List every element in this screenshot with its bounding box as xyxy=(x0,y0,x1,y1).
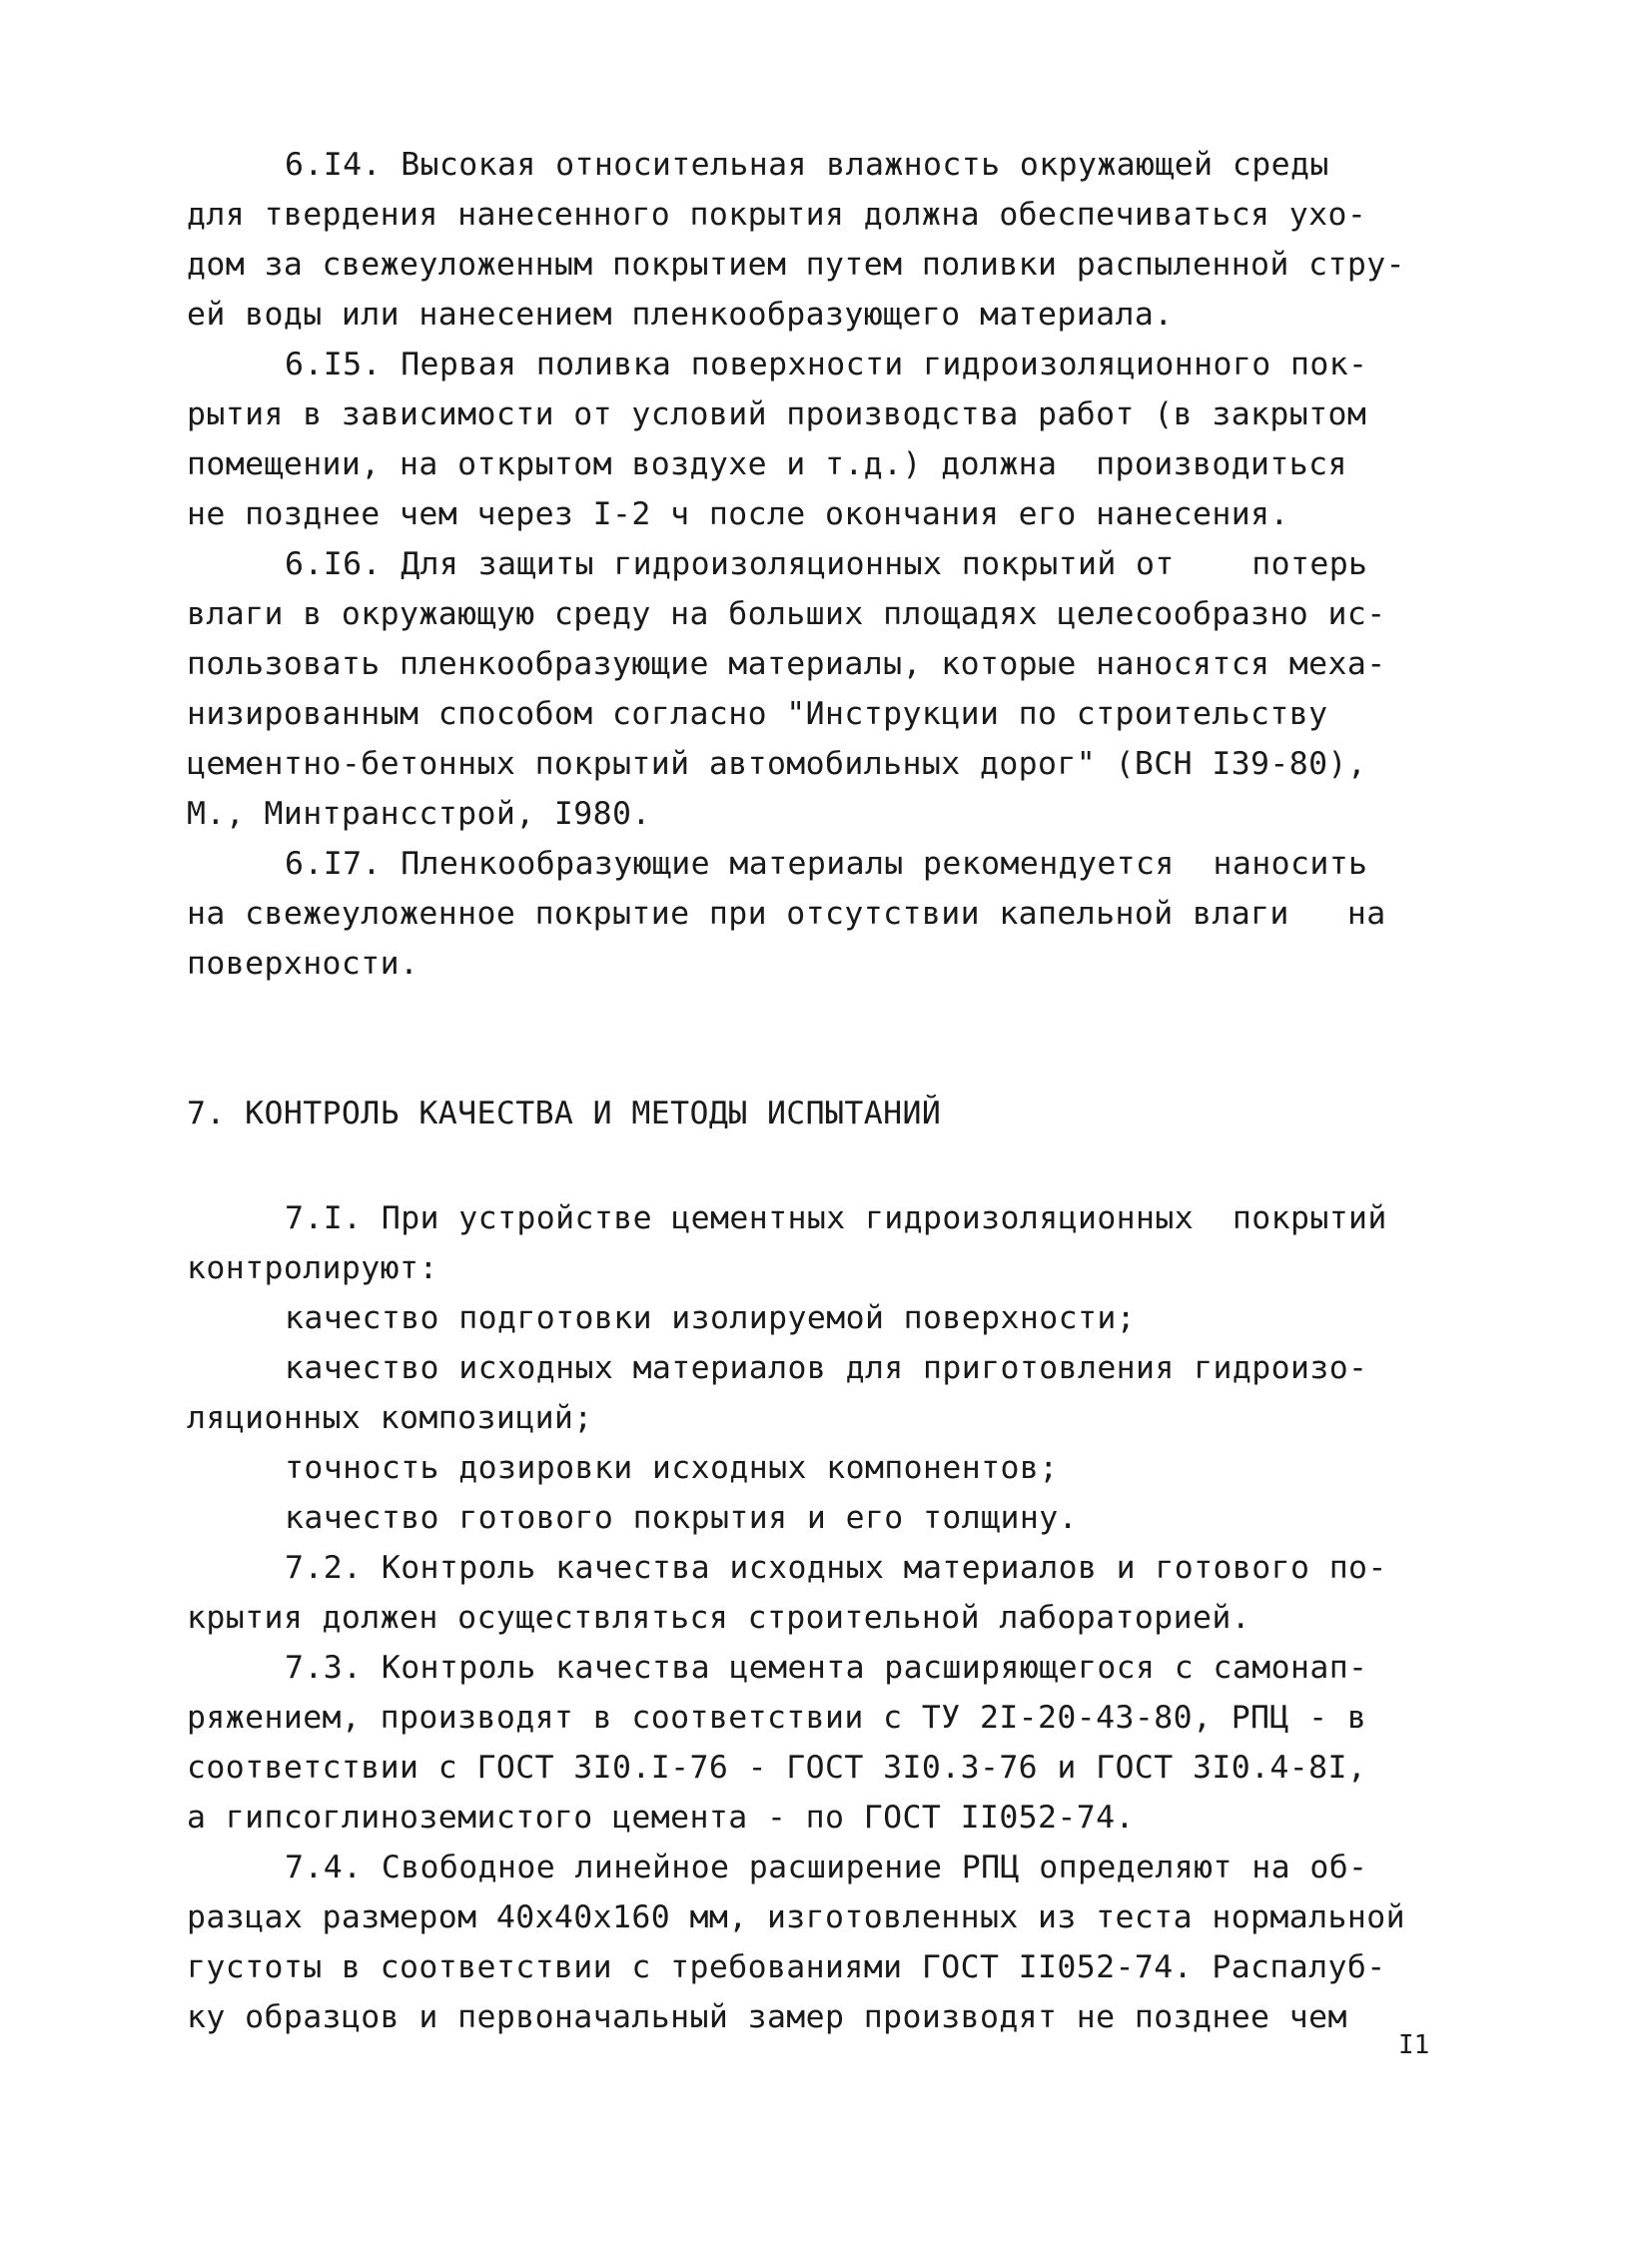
p7-4-line-4: ку образцов и первоначальный замер производят не позднее чем xyxy=(187,1999,1347,2035)
p7-4-line-1: 7.4. Свободное линейное расширение РПЦ определяют на об- xyxy=(285,1850,1368,1885)
p6-17-line-2: на свежеуложенное покрытие при отсутствии капельной влаги на xyxy=(187,896,1386,932)
p7-1-item-4: качество готового покрытия и его толщину. xyxy=(285,1500,1078,1536)
p6-16-line-3: пользовать пленкообразующие материалы, которые наносятся меха- xyxy=(187,646,1386,682)
p6-17-line-1: 6.I7. Пленкообразующие материалы рекомендуется наносить xyxy=(285,846,1368,882)
p7-1-item-1: качество подготовки изолируемой поверхности; xyxy=(285,1300,1137,1336)
section-7-heading: 7. КОНТРОЛЬ КАЧЕСТВА И МЕТОДЫ ИСПЫТАНИЙ xyxy=(187,1096,942,1131)
p7-4-line-2: разцах размером 40х40х160 мм, изготовленных из теста нормальной xyxy=(187,1899,1405,1935)
p7-3-line-2: ряжением, производят в соответствии с ТУ 2I-20-43-80, РПЦ - в xyxy=(187,1700,1367,1736)
p6-16-line-6: М., Минтрансстрой, I980. xyxy=(187,796,651,832)
p6-14-line-3: дом за свежеуложенным покрытием путем поливки распыленной стру- xyxy=(187,247,1405,283)
p6-16-line-5: цементно-бетонных покрытий автомобильных дорог" (ВСН I39-80), xyxy=(187,746,1367,782)
p6-16-line-2: влаги в окружающую среду на больших площадях целесообразно ис- xyxy=(187,596,1386,632)
p7-1-line-1: 7.I. При устройстве цементных гидроизоляционных покрытий xyxy=(285,1200,1387,1236)
p7-2-line-1: 7.2. Контроль качества исходных материалов и готового по- xyxy=(285,1550,1387,1586)
p6-16-line-1: 6.I6. Для защиты гидроизоляционных покрытий от потерь xyxy=(285,546,1368,582)
p6-15-line-2: рытия в зависимости от условий производства работ (в закрытом xyxy=(187,396,1367,432)
p6-14-line-1: 6.I4. Высокая относительная влажность окружающей среды xyxy=(285,147,1329,183)
p6-15-line-4: не позднее чем через I-2 ч после окончания его нанесения. xyxy=(187,496,1289,532)
p7-3-line-3: соответствии с ГОСТ 3I0.I-76 - ГОСТ 3I0.3-76 и ГОСТ 3I0.4-8I, xyxy=(187,1750,1367,1786)
p7-1-item-3: точность дозировки исходных компонентов; xyxy=(285,1450,1059,1486)
p7-4-line-3: густоты в соответствии с требованиями ГОСТ II052-74. Распалуб- xyxy=(187,1949,1386,1985)
p7-1-line-2: контролируют: xyxy=(187,1250,438,1286)
p6-15-line-1: 6.I5. Первая поливка поверхности гидроизоляционного пок- xyxy=(285,347,1368,382)
p7-1-item-2-cont: ляционных композиций; xyxy=(187,1400,593,1436)
p7-2-line-2: крытия должен осуществляться строительной лабораторией. xyxy=(187,1600,1251,1636)
p7-3-line-4: а гипсоглиноземистого цемента - по ГОСТ II052-74. xyxy=(187,1800,1135,1836)
p7-1-item-2: качество исходных материалов для приготовления гидроизо- xyxy=(285,1350,1368,1386)
page-number: I1 xyxy=(1398,2030,1430,2060)
p6-14-line-4: ей воды или нанесением пленкообразующего материала. xyxy=(187,297,1174,333)
p6-14-line-2: для твердения нанесенного покрытия должна обеспечиваться ухо- xyxy=(187,197,1367,233)
p6-17-line-3: поверхности. xyxy=(187,946,419,982)
p6-15-line-3: помещении, на открытом воздухе и т.д.) должна производиться xyxy=(187,446,1347,482)
p6-16-line-4: низированным способом согласно "Инструкции по строительству xyxy=(187,696,1328,732)
p7-3-line-1: 7.3. Контроль качества цемента расширяющегося с самонап- xyxy=(285,1650,1368,1686)
